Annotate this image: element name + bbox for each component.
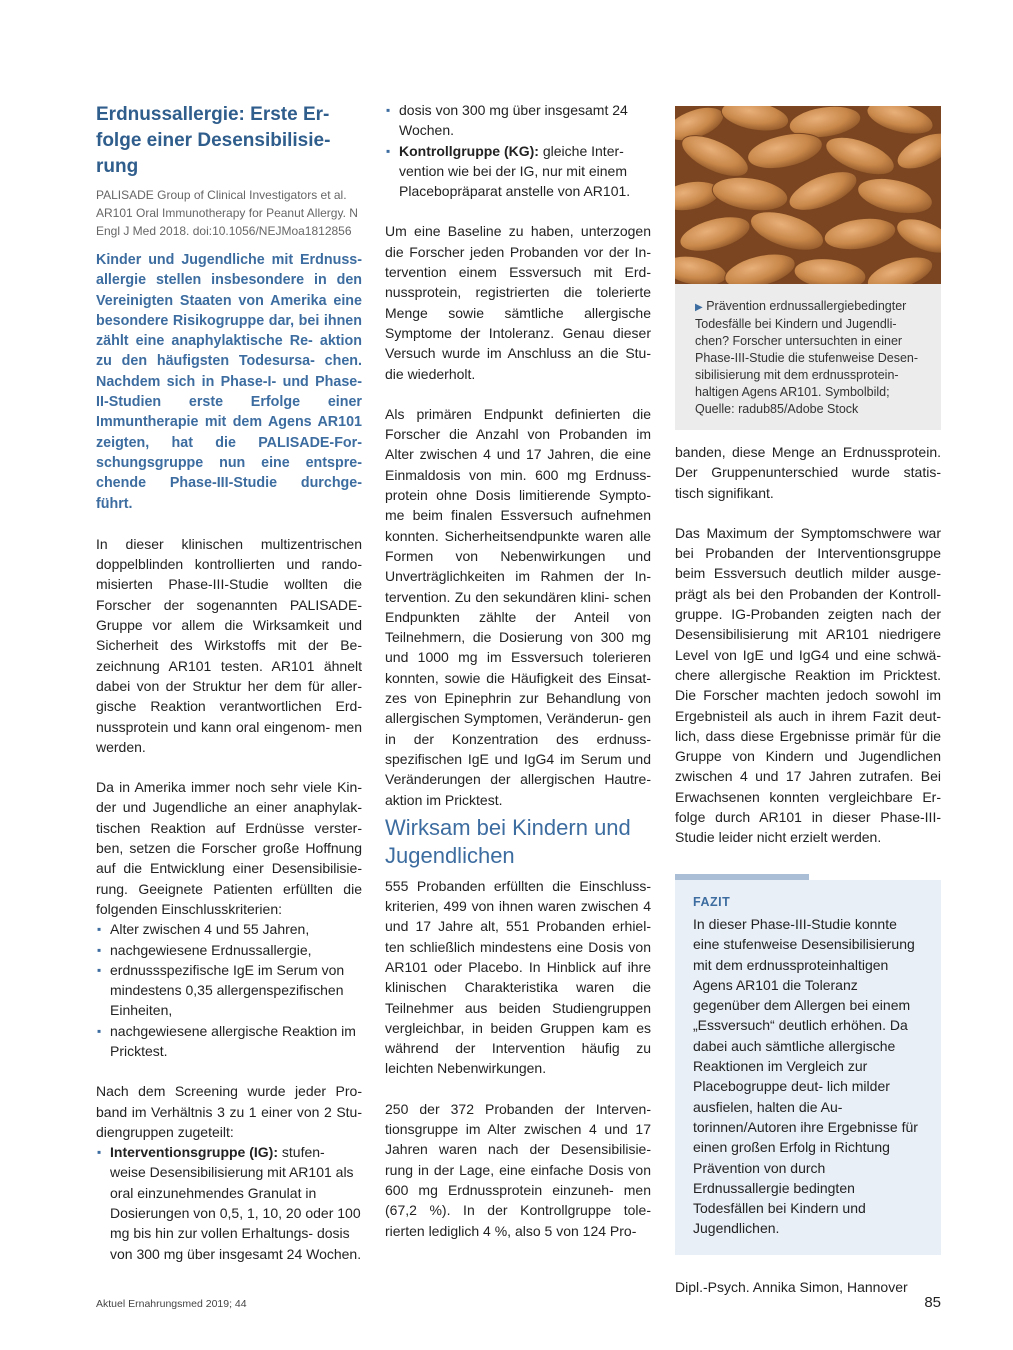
list-item: ▪ nachgewiesene Erdnussallergie, [96, 940, 362, 960]
list-item: ▪ nachgewiesene allergische Reaktion im Pricktest. [96, 1021, 362, 1062]
study-groups-list [96, 1142, 362, 1264]
column-middle-main [385, 100, 651, 1241]
list-item: ▪ erdnussspezifische IgE im Serum von mindestens 0,35 allergenspezifischen Einheiten, [96, 960, 362, 1021]
column-left [96, 100, 362, 1264]
study-groups-list-kg [385, 100, 651, 201]
fazit-heading: FAZIT [693, 894, 731, 909]
list-item-ig [96, 1142, 362, 1264]
page-number: 85 [924, 1294, 941, 1311]
inclusion-criteria-list [96, 919, 362, 1061]
body-paragraph-1: In dieser klinischen multizentrischen doppelblinden kontrollierten und rando- misierten Phase-III-Studie wollten die Forscher der sogenannten PALISADE- Gruppe vor allem die Wirksamkeit und Sicherheit des Wirkstoffs mit der Be- zeichnung AR101 testen. AR101 ähnelt dabei von der Struktur her dem für aller- gische Reaktion verantwortlichen Erd- nussprotein und kann oral eingenom- men werden. [96, 535, 362, 755]
ig-continuation: ▪ dosis von 300 mg über insgesamt 24 Wochen. [385, 100, 651, 141]
footer-journal: Aktuel Ernahrungsmed 2019; 44 [96, 1298, 247, 1310]
column-middle [385, 0, 651, 19]
body-paragraph-7: 250 der 372 Probanden der Interven- tionsgruppe im Alter zwischen 4 und 17 Jahren waren nach der Desensibilisie- rung in der Lage, eine einfache Dosis von 600 mg Erdnussprotein einzuneh- men (67,2 %). In der Kontrollgruppe tole- rierten lediglich 4 %, also 5 von 124 Pro- [385, 1100, 651, 1239]
caption-text: Prävention erdnussallergiebedingter Todesfälle bei Kindern und Jugendli- chen? Forscher untersuchten in einer Phase-III-Studie die stufenweise Desen- sibilisierung mit dem erdnussprotein- haltigen Agens AR101. Symbolbild; Quelle: radub85/Adobe Stock [695, 299, 919, 416]
group-ig-label: Interventionsgruppe (IG): [110, 1144, 278, 1161]
group-kg-text: gleiche Inter- vention wie bei der IG, nur mit einem Placebopräparat anstelle von AR101. [399, 142, 631, 200]
peanuts-photo [675, 106, 941, 284]
body-paragraph-4: Um eine Baseline zu haben, unterzogen die Forscher jeden Probanden vor der In- tervention einem Essversuch mit Erd- nussprotein, registrierten die tolerierte Menge sowie sämtliche allergische Symptome der Intoleranz. Genau dieser Versuch wurde im Anschluss an die Stu- die wiederholt. [385, 223, 651, 382]
study-groups-list-continued [385, 0, 651, 19]
list-item-kg [385, 141, 651, 202]
group-ig-text: stufen- weise Desensibilisierung mit AR101 als oral einzunehmendes Granulat in Dosierungen von 0,5, 1, 10, 20 oder 100 mg bis hin zur vollen Erhaltungs- dosis von 300 mg über insgesamt 24 Wochen. [110, 1144, 362, 1262]
body-paragraph-5: Als primären Endpunkt definierten die Forscher die Anzahl von Probanden im Alter zwischen 4 und 17 Jahren, die eine Einmaldosis von min. 600 mg Erdnuss- protein ohne Dosis limitierende Sympto- me beim finalen Essversuch aufnehmen konnten. Sicherheitsendpunkte waren alle Formen von Nebenwirkungen und Unverträglichkeiten im Rahmen der In- tervention. Zu den sekundären klini- schen Endpunkten zählte der Anteil von Teilnehmern, die Dosierung von 300 mg und 1000 mg im Essversuch tolerieren konnten, sowie die Häufigkeit des Einsat- zes von Epinephrin zur Behandlung von allergischen Symptomen, Veränderun- gen in der Konzentration des erdnuss- spezifischen IgE und IgG4 im Serum und Veränderungen der allergischen Hautre- aktion im Pricktest. [385, 405, 651, 808]
photo-caption [675, 284, 941, 430]
article-title: Erdnussallergie: Erste Er- folge einer Desensibilisie- rung [96, 104, 331, 177]
caption-triangle-icon: ▶ [695, 302, 703, 313]
section-subheading: Wirksam bei Kindern und Jugendlichen [385, 814, 631, 868]
body-paragraph-8: banden, diese Menge an Erdnussprotein. Der Gruppenunterschied wurde statis- tisch signifikant. [675, 444, 941, 501]
column-right [675, 106, 941, 1297]
body-paragraph-2: Da in Amerika immer noch sehr viele Kin- der und Jugendliche an einer anaphylak- tischen Reaktion auf Erdnüsse verster- ben, setzen die Forscher große Hoffnung auf die Entwicklung einer Desensibilisie- rung. Geeignete Patienten erfüllten die folgenden Einschlusskriterien: [96, 779, 362, 917]
peanut-illustration [675, 106, 941, 284]
fazit-text: In dieser Phase-III-Studie konnte eine stufenweise Desensibilisierung mit dem erdnussproteinhaltigen Agens AR101 die Toleranz gegenüber dem Allergen bei einem „Essversuch“ deutlich erhöhen. Da dabei auch sämtliche allergische Reaktionen im Vergleich zur Placebogruppe deut- lich milder ausfielen, halten die Au- torinnen/Autoren ihre Ergebnisse für einen großen Erfolg in Richtung Prävention von durch Erdnussallergie bedingten Todesfällen bei Kindern und Jugendlichen. [693, 915, 918, 1237]
author-line: Dipl.-Psych. Annika Simon, Hannover [675, 1278, 908, 1295]
body-paragraph-9: Das Maximum der Symptomschwere war bei Probanden der Interventionsgruppe beim Essversuch deutlich milder ausge- prägt als bei den Probanden der Kontroll- gruppe. IG-Probanden zeigten nach der Desensibilisierung mit AR101 niedrigere Level von IgE und IgG4 und eine schwä- chere allergische Reaktion im Pricktest. Die Forscher machten jedoch sowohl im Ergebnisteil als auch in ihrem Fazit deut- lich, dass diese Ergebnisse primär für die Gruppe von Kindern und Jugendlichen zwischen 4 und 17 Jahren zutrafen. Bei Erwachsenen konnten vergleichbare Er- folge durch AR101 in dieser Phase-III- Studie leider nicht erzielt werden. [675, 524, 941, 846]
article-citation: PALISADE Group of Clinical Investigators et al. AR101 Oral Immunotherapy for Peanut Allergy. N Engl J Med 2018. doi:10.1056/NEJMoa1812856 [96, 188, 358, 238]
fazit-box [675, 880, 941, 1255]
list-item: ▪ Alter zwischen 4 und 55 Jahren, [96, 919, 362, 939]
body-paragraph-6: 555 Probanden erfüllten die Einschluss- kriterien, 499 von ihnen waren zwischen 4 und 17 Jahre alt, 551 Probanden erhiel- ten schließlich mindestens eine Dosis von AR101 oder Placebo. In Hinblick auf ihre klinischen Charakteristika waren die Teilnehmer aus beiden Studiengruppen vergleichbar, in beiden Gruppen kam es während der Intervention häufig zu leichten Nebenwirkungen. [385, 877, 651, 1077]
group-kg-label: Kontrollgruppe (KG): [399, 142, 539, 159]
lead-paragraph: Kinder und Jugendliche mit Erdnuss- allergie stellen insbesondere in den Vereinigten Staaten von Amerika eine besondere Risikogruppe dar, bei ihnen zählt eine anaphylaktische Re- aktion zu den häufigsten Todesursa- chen. Nachdem sich in Phase-I- und Phase-II-Studien erste Erfolge einer Immuntherapie mit dem Agens AR101 zeigten, hat die PALISADE-For- schungsgruppe nun eine entspre- chende Phase-III-Studie durchge- führt. [96, 252, 362, 512]
body-paragraph-3: Nach dem Screening wurde jeder Pro- band im Verhältnis 3 zu 1 einer von 2 Stu- diengruppen zugeteilt: [96, 1083, 362, 1140]
